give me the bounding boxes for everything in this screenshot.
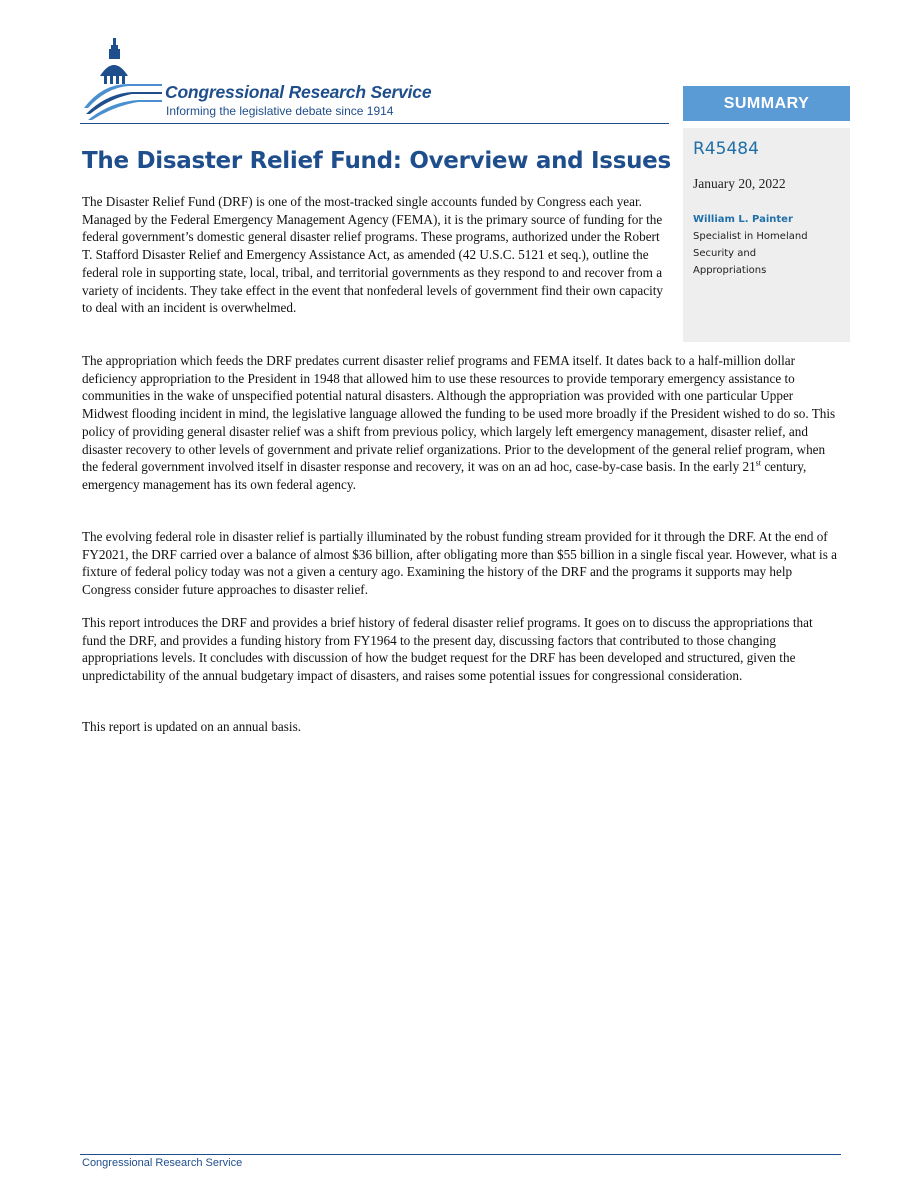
intro-paragraph: The Disaster Relief Fund (DRF) is one of the most-tracked single accounts funded by Congress each year. Managed by the Federal Emergency Management Agency (FEMA), it is the primary source of funding for the federal government’s domestic general disaster relief programs. These programs, authorized under the Robert T. Stafford Disaster Relief and Emergency Assistance Act, as amended (42 U.S.C. 5121 et seq.), outline the federal role in supporting state, local, tribal, and territorial governments as they respond to and recover from a variety of incidents. They take effect in the event that nonfederal levels of government find their own capacity to deal with an incident is overwhelmed. [82,194,664,316]
report-info-box [683,128,850,342]
footer-text: Congressional Research Service [82,1157,243,1169]
body-paragraph: This report introduces the DRF and provides a brief history of federal disaster relief programs. It goes on to discuss the appropriations that fund the DRF, and provides a funding history from FY1964 to the present day, discussing factors that contributed to those changing appropriations levels. It concludes with discussion of how the budget request for the DRF has been developed and structured, given the unpredictability of the annual budgetary impact of disasters, and raises some potential issues for congressional consideration. [82,615,813,684]
report-number: R45484 [693,139,759,159]
header-divider [80,123,669,124]
crs-logo [80,34,480,124]
org-name: Congressional Research Service [165,82,432,102]
body-paragraph: The evolving federal role in disaster relief is partially illuminated by the robust funding stream provided for it through the DRF. At the end of FY2021, the DRF carried over a balance of almost $36 billion, after obligating more than $55 billion in a single fiscal year. However, what is a fixture of federal policy today was not a given a century ago. Examining the history of the DRF and the programs it supports may help Congress consider future approaches to disaster relief. [82,529,837,598]
report-date: January 20, 2022 [693,176,786,191]
body-paragraph [82,352,838,494]
page-title: The Disaster Relief Fund: Overview and Issues [82,148,671,174]
author-name: William L. Painter [693,214,793,225]
org-tagline: Informing the legislative debate since 1914 [166,104,394,118]
summary-sidebar [683,86,850,342]
body-paragraph: This report is updated on an annual basis. [82,719,302,734]
paragraph-text: century, emergency management has its own federal agency. [82,459,807,492]
ordinal-superscript: st [755,458,762,468]
summary-tab: SUMMARY [683,86,850,121]
footer-divider [80,1154,841,1155]
paragraph-text: The appropriation which feeds the DRF predates current disaster relief programs and FEMA itself. It dates back to a half-million dollar deficiency appropriation to the President in 1948 that allowed him to use these resources to provide temporary emergency assistance to communities in the wake of unspecified potential natural disasters. Although the appropriation was provided with one particular Upper Midwest flooding incident in mind, the legislative language allowed the funding to be used more broadly if the President wished to do so. This policy of providing general disaster relief was a shift from previous policy, which largely left emergency management, disaster relief, and disaster recovery to other levels of government and private relief organizations. Prior to the development of the general relief program, when the federal government involved itself in disaster response and recovery, it was on an ad hoc, case-by-case basis. In the early 21 [82,353,836,475]
author-title: Specialist in Homeland Security and Appropriations [693,231,808,276]
capitol-dome-icon [82,36,162,122]
